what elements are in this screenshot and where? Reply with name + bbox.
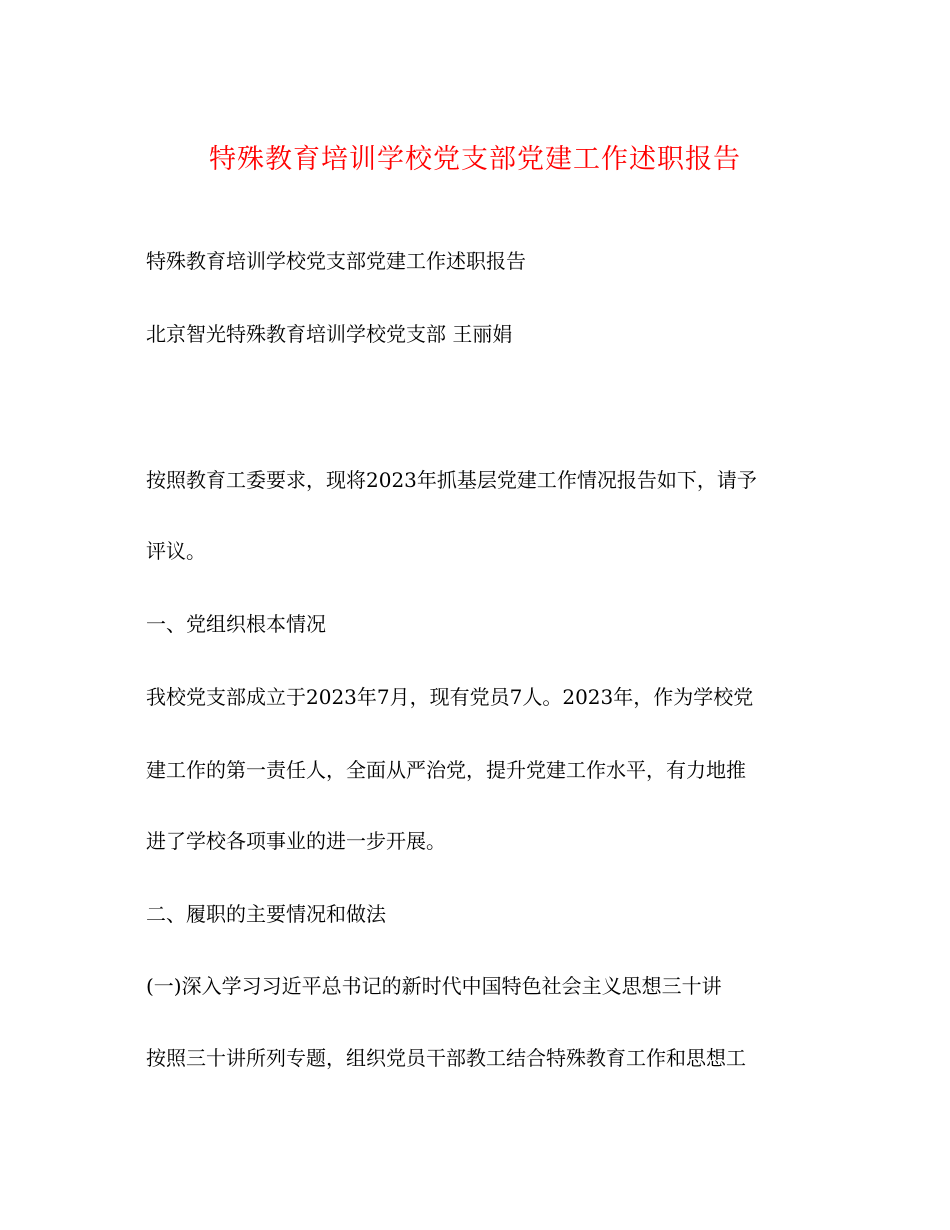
subsection-heading: (一)深入学习习近平总书记的新时代中国特色社会主义思想三十讲 — [146, 974, 722, 998]
document-title: 特殊教育培训学校党支部党建工作述职报告 — [209, 144, 741, 175]
section-heading: 一、党组织根本情况 — [146, 612, 326, 636]
paragraph-line: 我校党支部成立于2023年7月，现有党员7人。2023年，作为学校党 — [146, 685, 754, 709]
subtitle-line: 特殊教育培训学校党支部党建工作述职报告 — [146, 249, 526, 273]
section-heading: 二、履职的主要情况和做法 — [146, 902, 386, 926]
author-line: 北京智光特殊教育培训学校党支部 王丽娟 — [146, 322, 513, 346]
paragraph-line: 建工作的第一责任人，全面从严治党，提升党建工作水平，有力地推 — [146, 758, 746, 782]
paragraph-line: 评议。 — [146, 539, 206, 563]
paragraph-line: 按照三十讲所列专题，组织党员干部教工结合特殊教育工作和思想工 — [146, 1046, 746, 1070]
paragraph-line: 进了学校各项事业的进一步开展。 — [146, 829, 446, 853]
paragraph-line: 按照教育工委要求，现将2023年抓基层党建工作情况报告如下，请予 — [146, 468, 757, 492]
